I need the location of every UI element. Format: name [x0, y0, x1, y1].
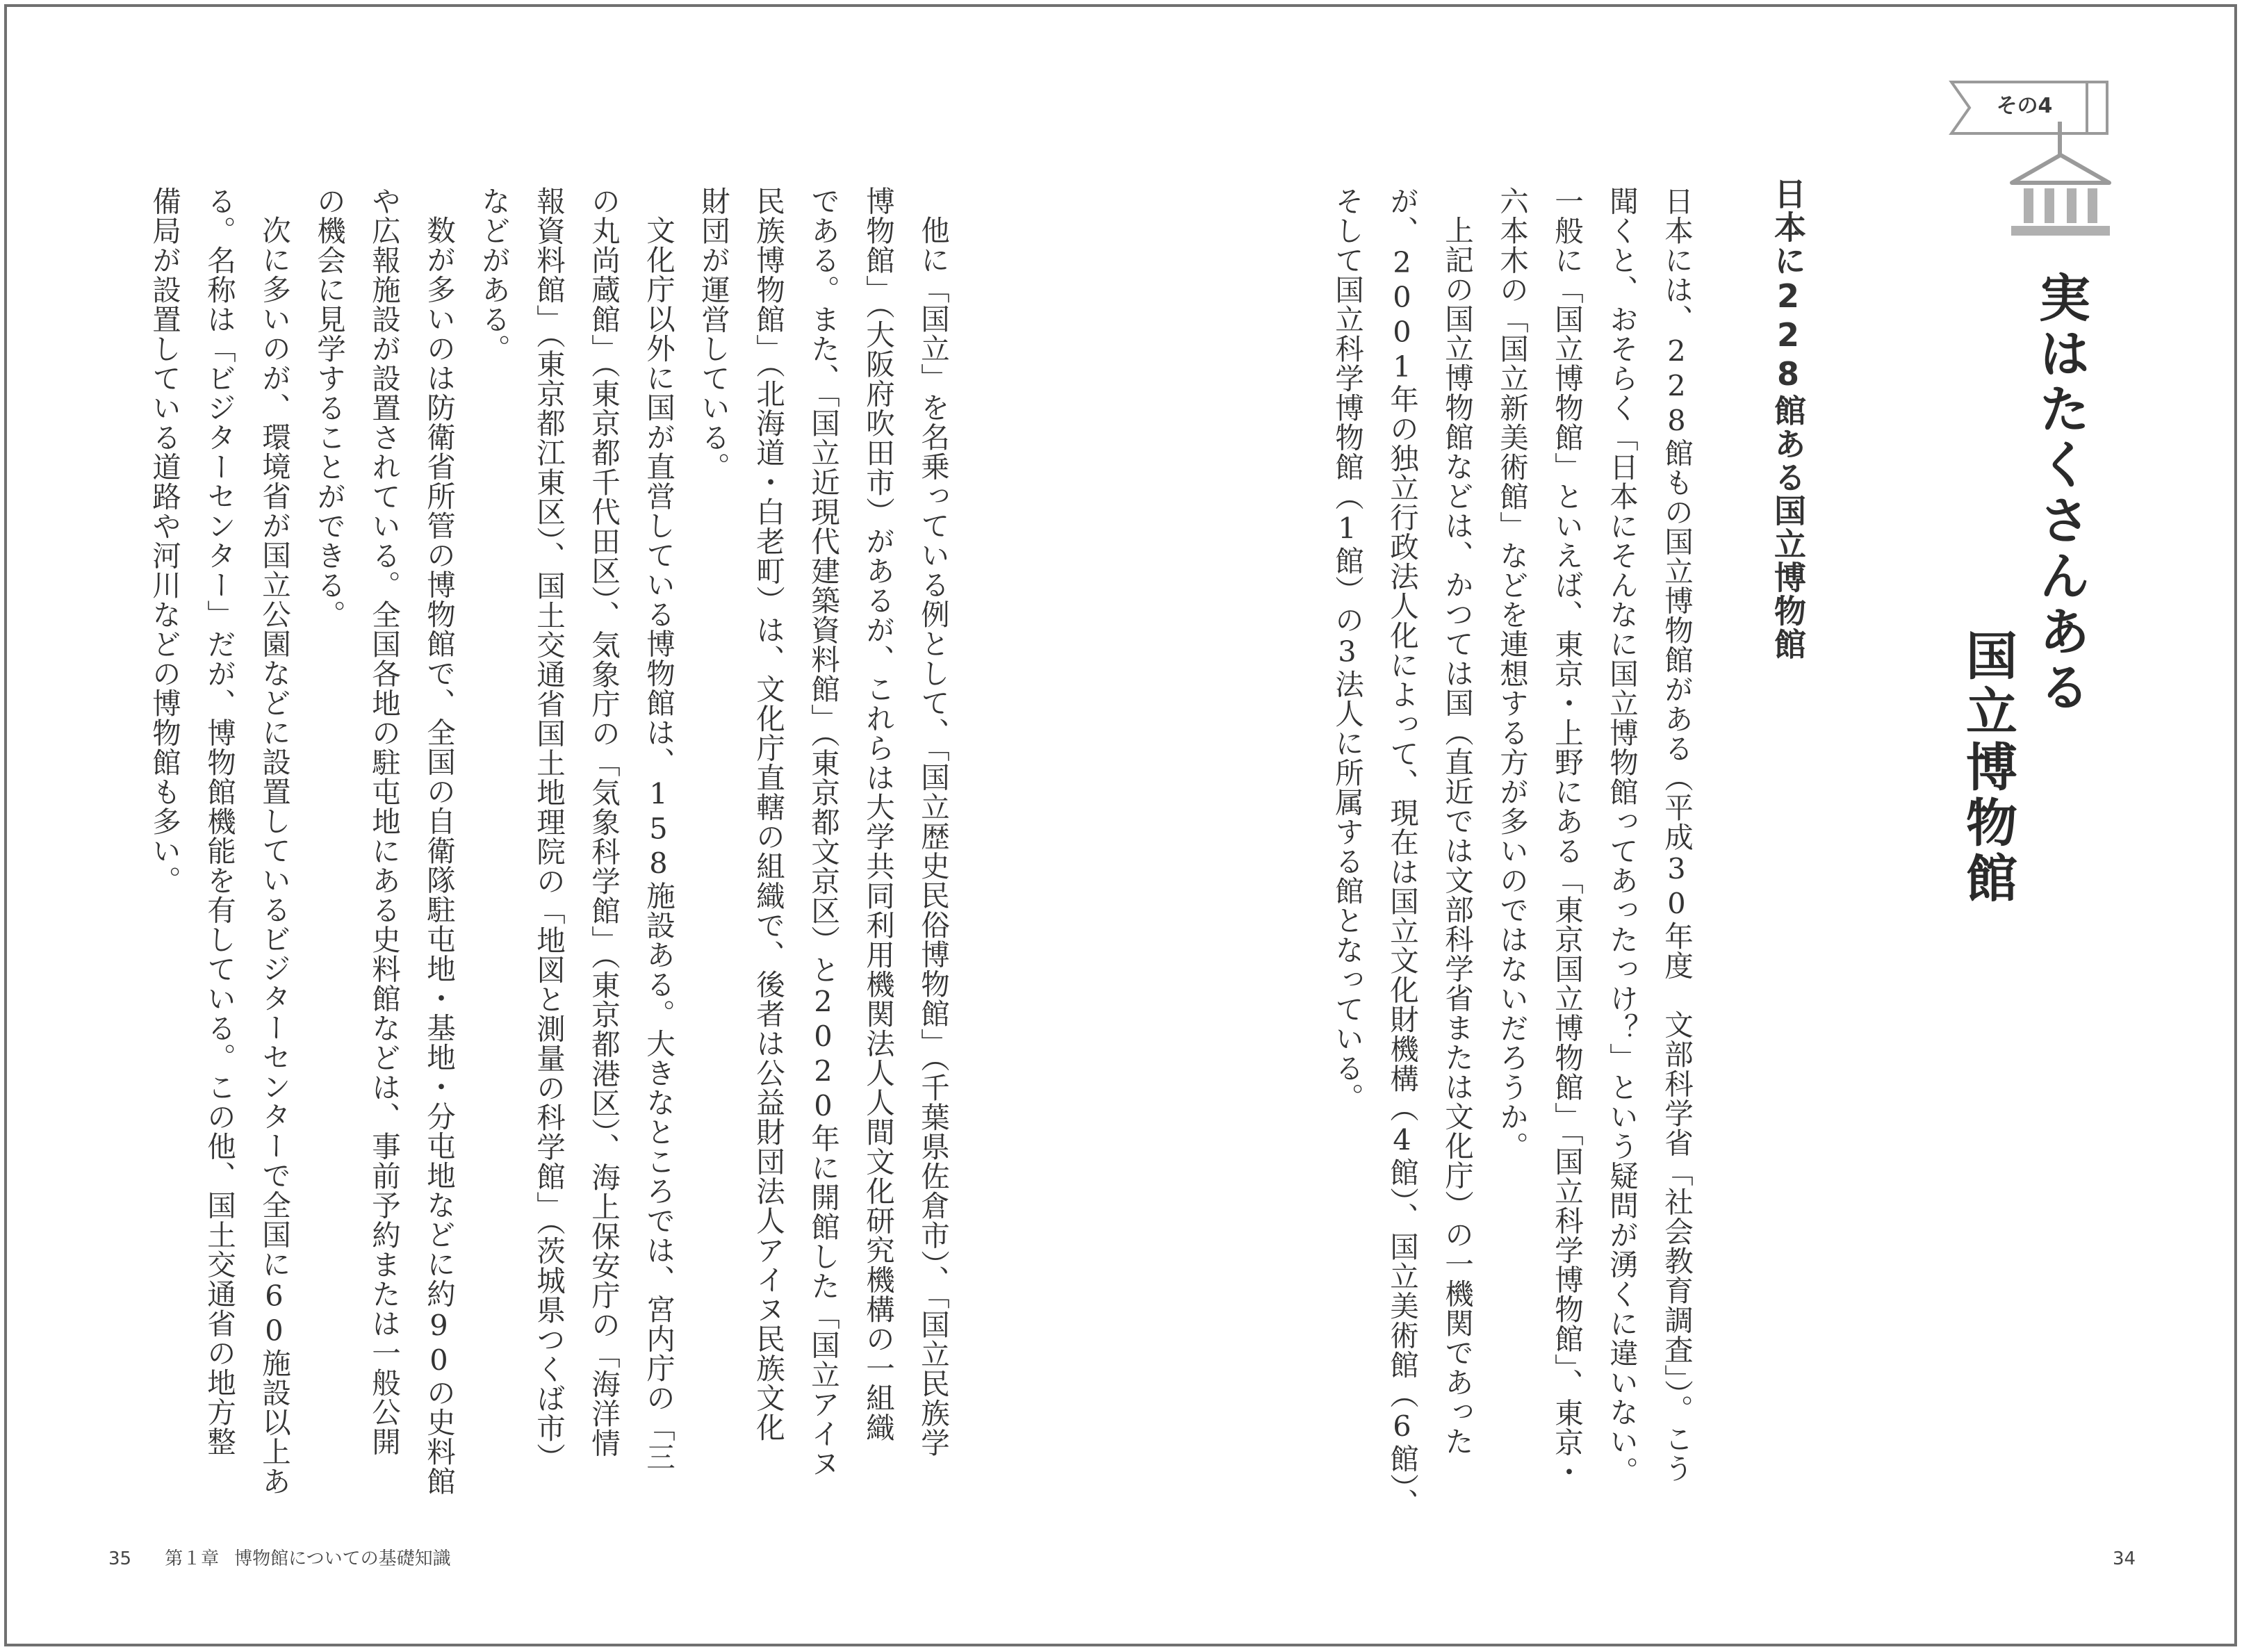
body-column: る。名称は「ビジターセンター」だが、博物館機能を有している。この他、国土交通省の地方整 [202, 186, 236, 1457]
body-column: 財団が運営している。 [696, 186, 730, 482]
museum-building-icon [2008, 122, 2113, 240]
body-column: 一般に「国立博物館」といえば、東京・上野にある「東京国立博物館」「国立科学博物館」、東京・ [1550, 186, 1584, 1487]
body-column: の丸尚蔵館」（東京都千代田区）、気象庁の「気象科学館」（東京都港区）、海上保安庁の「海洋情 [587, 186, 621, 1458]
body-column: や広報施設が設置されている。全国各地の駐屯地にある史料館などは、事前予約または一般公開 [367, 186, 401, 1457]
page-number-left: 35 [108, 1548, 132, 1569]
body-column: の機会に見学することができる。 [312, 186, 346, 630]
body-column: 上記の国立博物館などは、かつては国（直近では文部科学省または文化庁）の一機関であった [1440, 215, 1474, 1456]
body-column: 聞くと、おそらく「日本にそんなに国立博物館ってあったっけ？」という疑問が湧くに違いない。 [1605, 186, 1639, 1486]
chapter-number: 第１章 [165, 1548, 220, 1569]
chapter-title-line-1: 実はたくさんある [2031, 271, 2090, 716]
body-column: 報資料館」（東京都江東区）、国土交通省国土地理院の「地図と測量の科学館」（茨城県つくば市） [532, 186, 566, 1473]
body-column: 民族博物館」（北海道・白老町）は、文化庁直轄の組織で、後者は公益財団法人アイヌ民族文化 [751, 186, 785, 1442]
ribbon-label: その4 [1996, 94, 2053, 118]
body-column: 備局が設置している道路や河川などの博物館も多い。 [147, 186, 181, 895]
body-column: 六本木の「国立新美術館」などを連想する方が多いのではないだろうか。 [1495, 186, 1529, 1161]
body-column: が、2001年の独立行政法人化によって、現在は国立文化財機構（4館）、国立美術館（6館）、 [1385, 186, 1419, 1518]
chapter-title-line-2: 国立博物館 [1958, 629, 2017, 907]
chapter-running-title: 博物館についての基礎知識 [234, 1548, 451, 1569]
page-number-right: 34 [2113, 1548, 2136, 1569]
body-column: である。また、「国立近現代建築資料館」（東京都文京区）と2020年に開館した「国立アイヌ [806, 186, 840, 1478]
book-spread [4, 4, 2237, 1646]
body-column: 数が多いのは防衛省所管の博物館で、全国の自衛隊駐屯地・基地・分屯地などに約90の史料館 [422, 215, 456, 1496]
body-column: などがある。 [477, 186, 511, 363]
body-column: 他に「国立」を名乗っている例として、「国立歴史民俗博物館」（千葉県佐倉市）、「国立民族学 [916, 215, 950, 1457]
left-page-footer [108, 1541, 451, 1576]
body-column: 次に多いのが、環境省が国立公園などに設置しているビジターセンターで全国に60施設以上あ [257, 215, 291, 1496]
body-column: 博物館」（大阪府吹田市）があるが、これらは大学共同利用機関法人人間文化研究機構の一組織 [861, 186, 895, 1442]
body-column: 文化庁以外に国が直営している博物館は、158施設ある。大きなところでは、宮内庁の「三 [641, 215, 675, 1472]
body-column: 日本には、228館もの国立博物館がある（平成30年度 文部科学省「社会教育調査」）。こう [1660, 186, 1694, 1483]
section-subtitle: 日本に228館ある国立博物館 [1769, 177, 1807, 661]
body-column: そして国立科学博物館（1館）の3法人に所属する館となっている。 [1330, 186, 1364, 1113]
